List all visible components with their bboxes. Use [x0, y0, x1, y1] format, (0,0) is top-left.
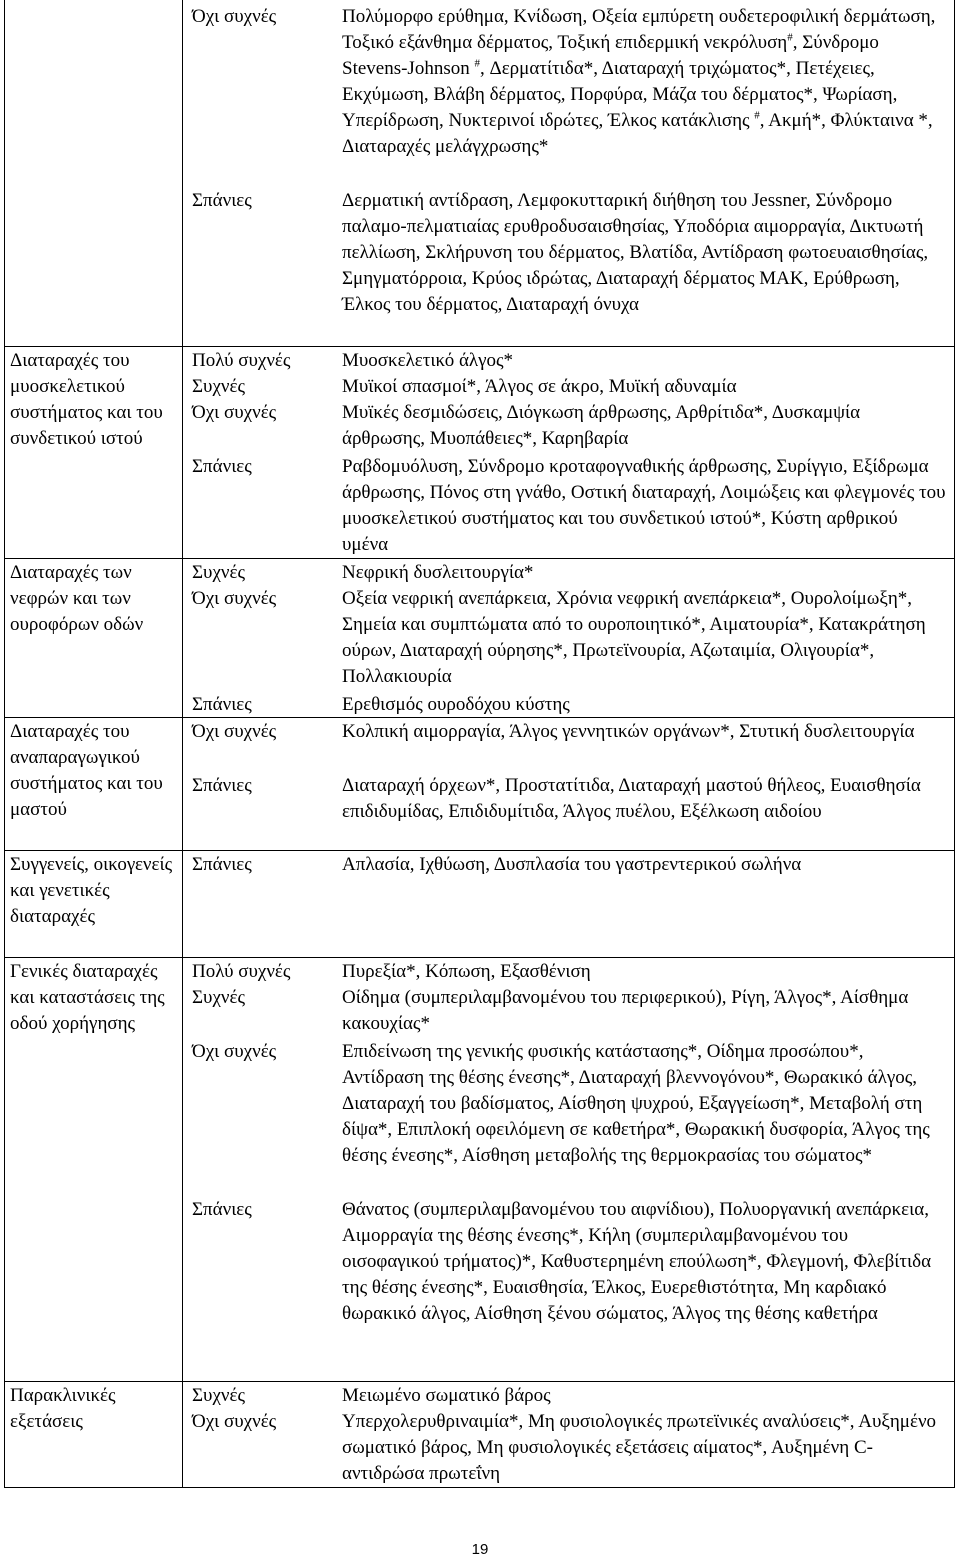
- category-label: Διαταραχές του αναπαραγωγικού συστήματος και του μαστού: [10, 721, 163, 820]
- table-column-divider: [182, 0, 183, 1488]
- adverse-reactions-text: Μειωμένο σωματικό βάρος: [342, 1385, 551, 1406]
- adverse-reactions-text: Νεφρική δυσλειτουργία*: [342, 562, 534, 583]
- row-separator: [4, 346, 954, 347]
- adverse-reactions-text: Μυϊκοί σπασμοί*, Άλγος σε άκρο, Μυϊκή αδυναμία: [342, 376, 737, 397]
- frequency-label: Όχι συχνές: [192, 721, 277, 742]
- skin-uncommon-part-1: Πολύμορφο ερύθημα, Κνίδωση, Οξεία εμπύρετη ουδετεροφιλική δερμάτωση, Τοξικό εξάνθημα δέρματος, Τοξική επιδερμική νεκρόλυση: [342, 6, 936, 53]
- adverse-reactions-text: Απλασία, Ιχθύωση, Δυσπλασία του γαστρεντερικού σωλήνα: [342, 854, 802, 875]
- skin-uncommon-part-2: , Σύνδρομο Stevens-Johnson: [342, 32, 879, 79]
- frequency-label: Συχνές: [192, 1385, 245, 1406]
- adverse-reactions-text: Διαταραχή όρχεων*, Προστατίτιδα, Διαταραχή μαστού θήλεος, Ευαισθησία επιδιδυμίδας, Επιδιδυμίτιδα, Άλγος πυέλου, Εξέλκωση αιδοίου: [342, 775, 921, 822]
- frequency-label: Όχι συχνές: [192, 6, 277, 27]
- adverse-reactions-text: Οξεία νεφρική ανεπάρκεια, Χρόνια νεφρική ανεπάρκεια*, Ουρολοίμωξη*, Σημεία και συμπτώματα από το ουροποιητικό*, Αιματουρία*, Κατακράτηση ούρων, Διαταραχή ούρησης*, Πρωτεϊνουρία, Αζωταιμία, Ολιγουρία*, Πολλακιουρία: [342, 588, 926, 687]
- category-label: Συγγενείς, οικογενείς και γενετικές διαταραχές: [10, 854, 173, 927]
- table-left-border: [4, 0, 5, 1488]
- page-number: 19: [471, 1541, 489, 1558]
- frequency-label: Σπάνιες: [192, 854, 252, 875]
- table-right-border: [954, 0, 955, 1488]
- hash-mark: #: [474, 57, 480, 70]
- adverse-reactions-text: Μυοσκελετικό άλγος*: [342, 350, 514, 371]
- frequency-label: Πολύ συχνές: [192, 350, 291, 371]
- table-bottom-border: [4, 1487, 954, 1488]
- adverse-reactions-text: Μυϊκές δεσμιδώσεις, Διόγκωση άρθρωσης, Αρθρίτιδα*, Δυσκαμψία άρθρωσης, Μυοπάθειες*, Καρηβαρία: [342, 402, 861, 449]
- frequency-label: Συχνές: [192, 376, 245, 397]
- frequency-label: Όχι συχνές: [192, 588, 277, 609]
- adverse-reactions-text: [342, 4, 947, 160]
- row-separator: [4, 558, 954, 559]
- category-label: Διαταραχές των νεφρών και των ουροφόρων οδών: [10, 562, 144, 635]
- frequency-label: Σπάνιες: [192, 694, 252, 715]
- skin-uncommon-part-4: , Ακμή*, Φλύκταινα *, Διαταραχές μελάγχρωσης*: [342, 110, 933, 157]
- adverse-reactions-text: Ερεθισμός ουροδόχου κύστης: [342, 694, 570, 715]
- adverse-reactions-text: Ραβδομυόλυση, Σύνδρομο κροταφογναθικής άρθρωσης, Συρίγγιο, Εξίδρωμα άρθρωσης, Πόνος στη γνάθο, Οστική διαταραχή, Λοιμώξεις και φλεγμονές του μυοσκελετικού συστήματος και του συνδετικού ιστού*, Κύστη αρθρικού υμένα: [342, 456, 946, 555]
- adverse-reactions-text: Υπερχολερυθριναιμία*, Μη φυσιολογικές πρωτεϊνικές αναλύσεις*, Αυξημένο σωματικό βάρος, Μη φυσιολογικές εξετάσεις αίματος*, Αυξημένη C-αντιδρώσα πρωτεΐνη: [342, 1411, 937, 1484]
- frequency-label: Σπάνιες: [192, 775, 252, 796]
- frequency-label: Συχνές: [192, 562, 245, 583]
- adverse-reactions-text: Θάνατος (συμπεριλαμβανομένου του αιφνίδιου), Πολυοργανική ανεπάρκεια, Αιμορραγία της θέσης ένεσης*, Κήλη (συμπεριλαμβανομένου του οισοφαγικού τρήματος)*, Καθυστερημένη επούλωση*, Φλεγμονή, Φλεβίτιδα της θέσης ένεσης*, Ευαισθησία, Έλκος, Ευερεθιστότητα, Μη καρδιακό θωρακικό άλγος, Αίσθηση ξένου σώματος, Άλγος της θέσης καθετήρα: [342, 1199, 932, 1324]
- row-separator: [4, 1381, 954, 1382]
- row-separator: [4, 717, 954, 718]
- hash-mark: #: [787, 31, 793, 44]
- adverse-reactions-text: Κολπική αιμορραγία, Άλγος γεννητικών οργάνων*, Στυτική δυσλειτουργία: [342, 721, 915, 742]
- adverse-reactions-text: Επιδείνωση της γενικής φυσικής κατάστασης*, Οίδημα προσώπου*, Αντίδραση της θέσης ένεσης*, Διαταραχή βλεννογόνου*, Θωρακικό άλγος, Διαταραχή του βαδίσματος, Αίσθηση ψυχρού, Εξαγγείωση*, Μεταβολή στη δίψα*, Επιπλοκή οφειλόμενη σε καθετήρα*, Θωρακική δυσφορία, Άλγος της θέσης ένεσης*, Αίσθηση μεταβολής της θερμοκρασίας του σώματος*: [342, 1041, 930, 1166]
- frequency-label: Σπάνιες: [192, 1199, 252, 1220]
- frequency-label: Σπάνιες: [192, 456, 252, 477]
- row-separator: [4, 850, 954, 851]
- hash-mark: #: [754, 109, 760, 122]
- frequency-label: Σπάνιες: [192, 190, 252, 211]
- row-separator: [4, 957, 954, 958]
- category-label: Παρακλινικές εξετάσεις: [10, 1385, 116, 1432]
- frequency-label: Όχι συχνές: [192, 1041, 277, 1062]
- category-label: Γενικές διαταραχές και καταστάσεις της οδού χορήγησης: [10, 961, 165, 1034]
- frequency-label: Συχνές: [192, 987, 245, 1008]
- adverse-reactions-text: Δερματική αντίδραση, Λεμφοκυτταρική διήθηση του Jessner, Σύνδρομο παλαμο-πελματιαίας ερυθροδυσαισθησίας, Υποδόρια αιμορραγία, Δικτυωτή πελλίωση, Σκλήρυνση του δέρματος, Βλατίδα, Αντίδραση φωτοευαισθησίας, Σμηγματόρροια, Κρύος ιδρώτας, Διαταραχή δέρματος ΜΑΚ, Ερύθρωση, Έλκος του δέρματος, Διαταραχή όνυχα: [342, 190, 929, 315]
- frequency-label: Όχι συχνές: [192, 402, 277, 423]
- category-label: Διαταραχές του μυοσκελετικού συστήματος και του συνδετικού ιστού: [10, 350, 163, 449]
- adverse-reactions-text: Πυρεξία*, Κόπωση, Εξασθένιση: [342, 961, 591, 982]
- adverse-reactions-text: Οίδημα (συμπεριλαμβανομένου του περιφερικού), Ρίγη, Άλγος*, Αίσθημα κακουχίας*: [342, 987, 909, 1034]
- frequency-label: Όχι συχνές: [192, 1411, 277, 1432]
- frequency-label: Πολύ συχνές: [192, 961, 291, 982]
- skin-uncommon-part-3: , Δερματίτιδα*, Διαταραχή τριχώματος*, Πετέχειες, Εκχύμωση, Βλάβη δέρματος, Πορφύρα, Μάζα του δέρματος*, Ψωρίαση, Υπερίδρωση, Νυκτερινοί ιδρώτες, Έλκος κατάκλισης: [342, 58, 898, 131]
